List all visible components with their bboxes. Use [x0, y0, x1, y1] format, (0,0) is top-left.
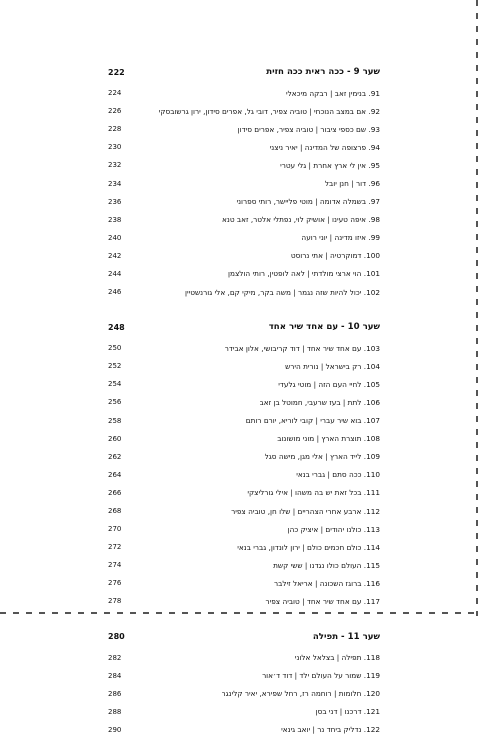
toc-section — [108, 317, 380, 610]
entry-page-number: 282 — [108, 653, 122, 662]
entry-title: 104. רק בישראל | נורית הירש — [285, 361, 380, 371]
entry-title: 92. אם במצב הנוכחי | טוביה צפיר, דובי גל, אפרים סידון, ירון גרשובסקי — [158, 106, 380, 116]
entry-page-number: 288 — [108, 707, 122, 716]
toc-entry — [108, 484, 380, 502]
entry-page-number: 260 — [108, 434, 122, 443]
entry-title: 109. לייד הארץ | אלי מגן, מישה סגל — [264, 452, 380, 462]
entry-page-number: 238 — [108, 215, 122, 224]
entry-page-number: 240 — [108, 233, 122, 242]
section-title: שער 10 - עם אחד שיר אחד — [268, 322, 380, 333]
entry-title: 103. עם אחד שיר אחד | דוד קריבושי, אלון אבידר — [224, 343, 380, 353]
entry-page-number: 228 — [108, 125, 122, 134]
entry-page-number: 266 — [108, 488, 122, 497]
toc-entry — [108, 703, 380, 721]
entry-page-number: 236 — [108, 197, 122, 206]
entry-title: 106. לתת | בעז שרעבי, חמוטל בן זאב — [259, 397, 380, 407]
toc-entry — [108, 174, 380, 192]
section-page-number: 280 — [108, 632, 125, 642]
toc-entry — [108, 265, 380, 283]
toc-entry — [108, 375, 380, 393]
toc-entry — [108, 120, 380, 138]
entry-page-number: 242 — [108, 251, 122, 260]
toc-entry — [108, 229, 380, 247]
entry-page-number: 250 — [108, 344, 122, 353]
entry-page-number: 286 — [108, 689, 122, 698]
entry-title: 100. דמוקרטיה | אתי נרוסט — [290, 251, 380, 261]
entry-title: 108. תוצרת הארץ | מוני מושונוב — [277, 434, 380, 444]
entry-page-number: 226 — [108, 107, 122, 116]
toc-entry — [108, 156, 380, 174]
entry-title: 93. שם כספי ציבור | טוביה צפיר, אפרים סידון — [237, 124, 380, 134]
entry-title: 94. פרצופה של המדינה | יאיר ניצני — [269, 142, 380, 152]
section-title: שער 11 - תפילה — [312, 631, 380, 642]
entry-title: 102. יכול להיות שזה נגמר | משה בקר, מיקי קם, אלי גורנשטיין — [185, 287, 380, 297]
entry-page-number: 270 — [108, 525, 122, 534]
toc-entry — [108, 592, 380, 610]
entry-title: 111. בכל זאת יש בה משהו | אילי גורליצקי — [247, 488, 380, 498]
toc-entry — [108, 649, 380, 667]
section-heading — [108, 62, 380, 82]
section-heading — [108, 627, 380, 647]
toc-section — [108, 627, 380, 739]
toc-entry — [108, 138, 380, 156]
entry-page-number: 230 — [108, 143, 122, 152]
entry-title: 95. אין לי ארץ אחרת | גלי עטרי — [280, 160, 380, 170]
entry-page-number: 276 — [108, 579, 122, 588]
entry-title: 121. דרכנו | דני בסן — [315, 707, 380, 717]
entry-page-number: 258 — [108, 416, 122, 425]
entry-page-number: 244 — [108, 269, 122, 278]
entry-page-number: 290 — [108, 725, 122, 734]
entry-title: 122. נדליק ביחד נר | יואב גינאי — [281, 725, 380, 735]
entry-title: 98. איפה טעינו | אושיק לוי, נפתלי אלטר, זאב טנא — [222, 215, 380, 225]
entry-page-number: 272 — [108, 543, 122, 552]
toc-entry — [108, 667, 380, 685]
entry-page-number: 252 — [108, 362, 122, 371]
toc-entry — [108, 520, 380, 538]
entry-title: 107. בוא שיר עברי | קובי לוריא, יורם רותם — [245, 416, 380, 426]
entry-title: 118. תפילה | בצלאל אלוני — [294, 653, 380, 663]
toc-entry — [108, 685, 380, 703]
entry-title: 99. איזו מדינה | יוני רועה — [301, 233, 380, 243]
toc-entry — [108, 448, 380, 466]
toc-entry — [108, 283, 380, 301]
entry-page-number: 268 — [108, 507, 122, 516]
toc-entry — [108, 84, 380, 102]
entry-title: 117. עם אחד שיר אחד | טוביה צפיר — [265, 596, 380, 606]
entry-title: 105. לחיי העם הזה | מוטי גלעדי — [278, 379, 380, 389]
toc-entry — [108, 574, 380, 592]
toc-entry — [108, 412, 380, 430]
entry-title: 96. דור | חנן יובל — [324, 179, 380, 189]
entry-title: 115. העולם כולו נגדנו | ששי קשת — [273, 560, 380, 570]
section-heading — [108, 317, 380, 337]
table-of-contents — [108, 62, 380, 755]
entry-title: 114. כולם חכמים כולם | ירון לונדון, גברי בנאי — [237, 542, 380, 552]
entry-page-number: 232 — [108, 161, 122, 170]
toc-entry — [108, 466, 380, 484]
entry-title: 120. חלומות | רוחמה רז, רחל שפירא, יאיר קלינגר — [221, 689, 380, 699]
toc-entry — [108, 538, 380, 556]
entry-page-number: 246 — [108, 288, 122, 297]
entry-page-number: 234 — [108, 179, 122, 188]
toc-entry — [108, 556, 380, 574]
toc-entry — [108, 393, 380, 411]
entry-title: 112. ארבע אחרי הצהריים | שלו חן, טוביה צפיר — [231, 506, 380, 516]
toc-entry — [108, 502, 380, 520]
entry-page-number: 264 — [108, 470, 122, 479]
entry-title: 91. בנימין זאב | רבקה מיכאלי — [285, 88, 380, 98]
toc-entry — [108, 247, 380, 265]
toc-entry — [108, 339, 380, 357]
entry-title: 110. ככה סתם | גברי בנאי — [296, 470, 380, 480]
entry-page-number: 278 — [108, 597, 122, 606]
toc-entry — [108, 357, 380, 375]
entry-page-number: 274 — [108, 561, 122, 570]
toc-entry — [108, 102, 380, 120]
entry-page-number: 254 — [108, 380, 122, 389]
entry-page-number: 262 — [108, 452, 122, 461]
entry-title: 113. כולנו יהודים | איציק כהן — [287, 524, 380, 534]
entry-page-number: 224 — [108, 89, 122, 98]
entry-title: 101. הוי ארצי מולדתי | לאה לופטין, רותי הולצמן — [228, 269, 380, 279]
entry-title: 119. שמור על העולם ילד | דוד ד׳אור — [262, 671, 380, 681]
entry-title: 97. בשמלה אדומה | מוטי פליישר, רותי ספרוני — [236, 197, 380, 207]
entry-page-number: 284 — [108, 671, 122, 680]
toc-entry — [108, 721, 380, 739]
page-edge-dashes — [476, 0, 478, 616]
toc-entry — [108, 193, 380, 211]
entry-page-number: 256 — [108, 398, 122, 407]
section-page-number: 248 — [108, 322, 125, 332]
toc-section — [108, 62, 380, 301]
toc-entry — [108, 430, 380, 448]
section-title: שער 9 - ככה ראית ככה חזית — [266, 67, 380, 77]
toc-entry — [108, 211, 380, 229]
entry-title: 116. ברוגז השכונה | אריאל זילבר — [274, 578, 380, 588]
section-page-number: 222 — [108, 67, 125, 77]
